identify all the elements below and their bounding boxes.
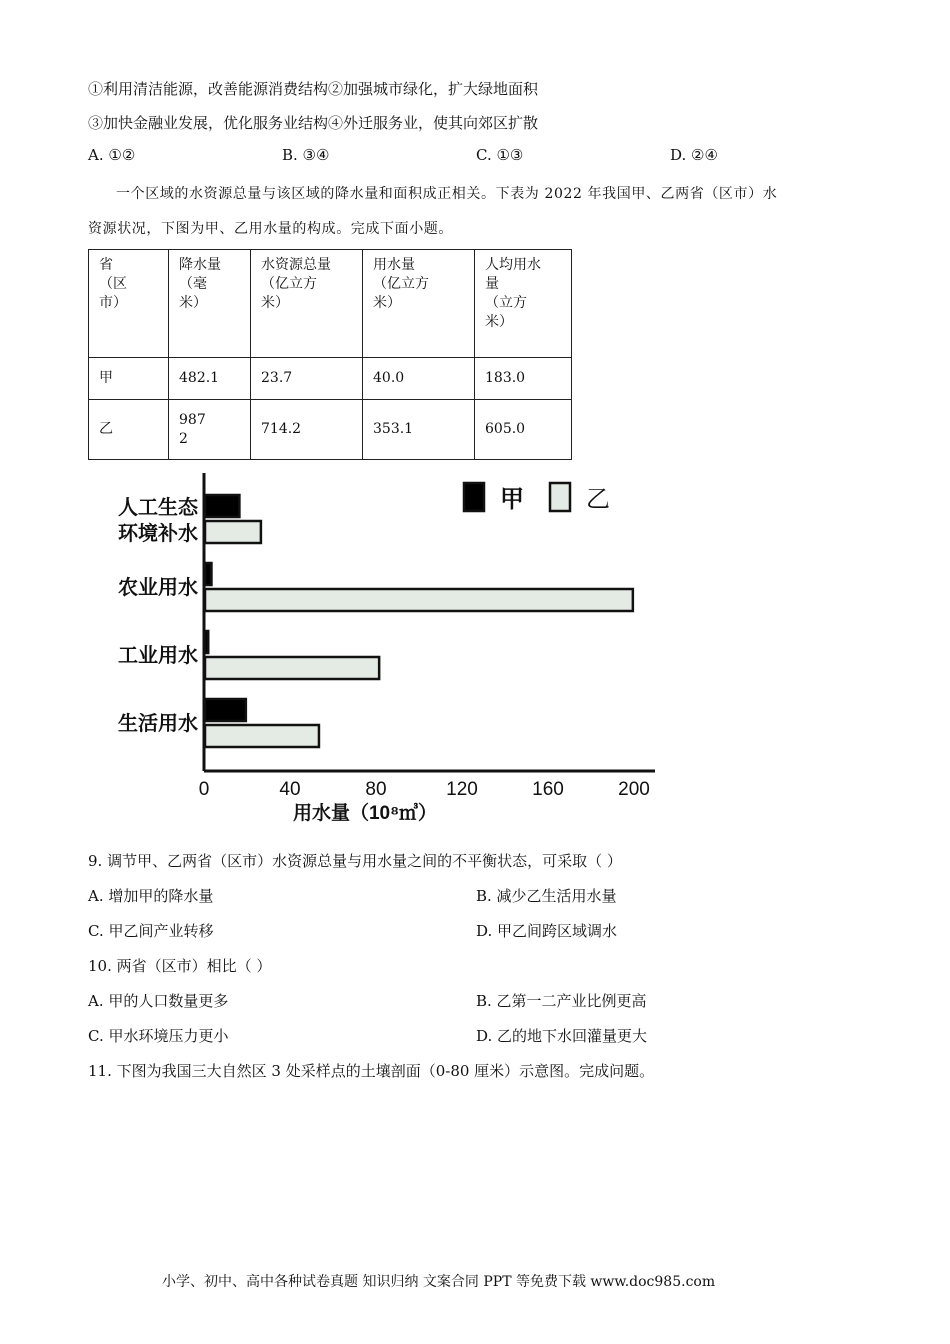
water-resource-table [88,249,572,460]
question-9-stem: 9. 调节甲、乙两省（区市）水资源总量与用水量之间的不平衡状态，可采取（ ） [88,852,622,870]
page-footer: 小学、初中、高中各种试卷真题 知识归纳 文案合同 PPT 等免费下载 www.doc985.com [162,1274,716,1290]
bar-yi [205,725,319,747]
cell-yi-precip: 987 2 [179,411,206,447]
q9-option-d: D. 甲乙间跨区域调水 [476,922,618,940]
category-label: 人工生态 [118,497,198,519]
header-province: 省 （区 市） [99,257,127,311]
bar-yi [205,657,379,679]
q10-option-d: D. 乙的地下水回灌量更大 [476,1027,648,1045]
category-label: 生活用水 [118,713,198,735]
statement-line-2: ③加快金融业发展，优化服务业结构④外迁服务业，使其向郊区扩散 [88,114,539,132]
x-tick-label: 120 [446,779,478,800]
category-label: 工业用水 [118,645,198,667]
legend-swatch-yi [550,483,570,511]
table-row [89,400,572,460]
cell-jia-percapita: 183.0 [485,370,526,386]
prev-option-d: D. ②④ [670,146,718,164]
cell-yi-resources: 714.2 [261,421,302,437]
header-water-use: 用水量 （亿立方 米） [373,257,429,311]
prev-option-b: B. ③④ [282,146,330,164]
x-tick-label: 160 [532,779,564,800]
cell-jia-precip: 482.1 [179,370,220,386]
q10-option-c: C. 甲水环境压力更小 [88,1027,229,1045]
prev-option-a: A. ①② [88,146,136,164]
header-precipitation: 降水量 （毫 米） [179,257,221,311]
legend-label: 乙 [586,486,610,513]
cell-yi-use: 353.1 [373,421,414,437]
q10-option-a: A. 甲的人口数量更多 [88,992,229,1010]
statement-line-1: ①利用清洁能源，改善能源消费结构②加强城市绿化，扩大绿地面积 [88,80,539,98]
bar-jia [205,631,208,653]
q9-option-b: B. 减少乙生活用水量 [476,887,617,905]
bar-jia [205,563,211,585]
header-water-resources: 水资源总量 （亿立方 米） [261,257,331,311]
x-tick-label: 40 [279,779,301,800]
category-label: 环境补水 [118,523,198,545]
table-row [89,358,572,400]
bar-yi [205,521,261,543]
bar-yi [205,589,633,611]
cell-jia-use: 40.0 [373,370,405,386]
question-10-stem: 10. 两省（区市）相比（ ） [88,957,272,975]
cell-jia-resources: 23.7 [261,370,293,386]
bar-jia [205,699,246,721]
q9-option-c: C. 甲乙间产业转移 [88,922,214,940]
header-per-capita-use: 人均用水 量 （立方 米） [485,257,541,330]
legend-label: 甲 [500,486,524,513]
x-tick-label: 200 [618,779,650,800]
q10-option-b: B. 乙第一二产业比例更高 [476,992,647,1010]
table-header-row [89,250,572,358]
q9-option-a: A. 增加甲的降水量 [88,887,214,905]
legend-swatch-jia [464,483,484,511]
intro-line-2: 资源状况，下图为甲、乙用水量的构成。完成下面小题。 [88,221,453,237]
cell-jia-name: 甲 [99,370,113,386]
bar-jia [205,495,239,517]
prev-option-c: C. ①③ [476,146,524,164]
x-tick-label: 0 [198,779,210,800]
cell-yi-name: 乙 [99,421,113,437]
question-11-stem: 11. 下图为我国三大自然区 3 处采样点的土壤剖面（0-80 厘米）示意图。完成问题。 [88,1062,655,1080]
water-use-bar-chart [100,465,680,835]
cell-yi-percapita: 605.0 [485,421,526,437]
category-label: 农业用水 [118,577,198,599]
x-tick-label: 80 [365,779,387,800]
intro-line-1: 一个区域的水资源总量与该区域的降水量和面积成正相关。下表为 2022 年我国甲、乙两省（区市）水 [116,186,778,202]
x-axis-label: 用水量（10⁸㎥） [292,803,438,824]
